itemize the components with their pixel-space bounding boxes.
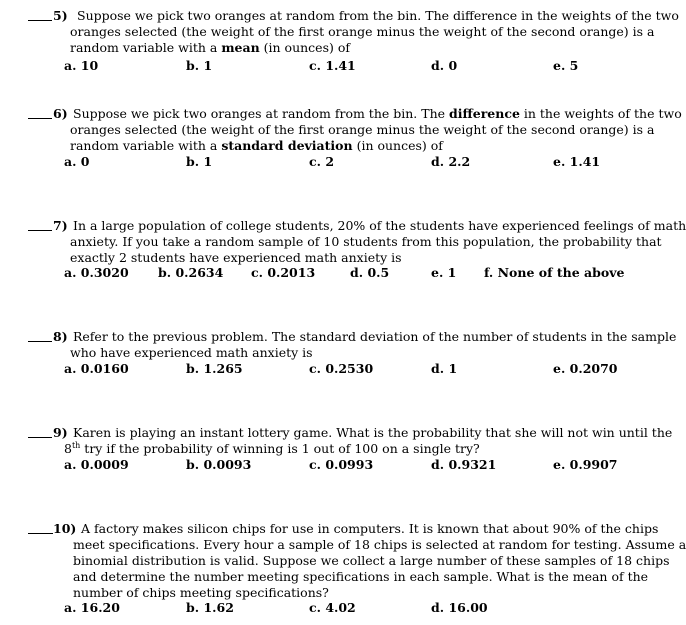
option-b[interactable]: b. 1.62: [186, 600, 234, 615]
option-c[interactable]: c. 0.0993: [309, 457, 374, 472]
answer-blank[interactable]: [28, 533, 53, 534]
option-a[interactable]: a. 0.0009: [64, 457, 129, 472]
question-text-line: exactly 2 students have experienced math anxiety is: [70, 250, 402, 265]
answer-options: [0, 58, 640, 74]
option-d[interactable]: d. 0.5: [350, 265, 390, 280]
question-number: 10): [53, 521, 77, 536]
question-9: [0, 425, 673, 457]
answer-blank[interactable]: [28, 230, 52, 231]
answer-blank[interactable]: [28, 20, 52, 21]
answer-options: [0, 457, 640, 473]
question-text-line: 8th try if the probability of winning is 1 out of 100 on a single try?: [64, 440, 480, 456]
option-b[interactable]: b. 1: [186, 58, 213, 73]
option-c[interactable]: c. 0.2013: [251, 265, 316, 280]
option-a[interactable]: a. 16.20: [64, 600, 120, 615]
question-text-line: who have experienced math anxiety is: [70, 345, 313, 360]
question-text-line: Suppose we pick two oranges at random from the bin. The difference in the weights of the two: [73, 106, 682, 121]
question-text-line: In a large population of college students, 20% of the students have experienced feelings of math: [73, 218, 686, 233]
option-c[interactable]: c. 2: [309, 154, 335, 169]
option-b[interactable]: b. 0.2634: [158, 265, 224, 280]
option-d[interactable]: d. 16.00: [431, 600, 488, 615]
question-8: [0, 329, 677, 361]
option-a[interactable]: a. 0.0160: [64, 361, 129, 376]
option-a[interactable]: a. 0.3020: [64, 265, 129, 280]
option-e[interactable]: e. 0.9907: [553, 457, 618, 472]
answer-options: [0, 361, 640, 377]
option-a[interactable]: a. 10: [64, 58, 99, 73]
emphasis: mean: [221, 40, 260, 55]
option-b[interactable]: b. 0.0093: [186, 457, 252, 472]
option-e[interactable]: e. 1: [431, 265, 457, 280]
answer-options: [0, 600, 640, 616]
emphasis: difference: [449, 106, 520, 121]
question-number: 6): [53, 106, 68, 121]
question-text-line: Karen is playing an instant lottery game. What is the probability that she will not win until the: [73, 425, 673, 440]
answer-blank[interactable]: [28, 437, 52, 438]
question-text-line: oranges selected (the weight of the first orange minus the weight of the second orange) is a: [70, 24, 655, 39]
question-text-line: Suppose we pick two oranges at random from the bin. The difference in the weights of the two: [77, 8, 679, 23]
question-number: 7): [53, 218, 68, 233]
question-number: 5): [53, 8, 68, 23]
option-d[interactable]: d. 1: [431, 361, 458, 376]
answer-options: [0, 154, 640, 170]
question-text-line: A factory makes silicon chips for use in computers. It is known that about 90% of the chips: [81, 521, 659, 536]
option-c[interactable]: c. 0.2530: [309, 361, 374, 376]
emphasis: standard deviation: [221, 138, 353, 153]
question-number: 8): [53, 329, 68, 344]
question-number: 9): [53, 425, 68, 440]
answer-options: [0, 265, 640, 281]
question-text-line: number of chips meeting specifications?: [73, 585, 329, 600]
option-e[interactable]: e. 1.41: [553, 154, 601, 169]
question-text-line: oranges selected (the weight of the first orange minus the weight of the second orange) is a: [70, 122, 655, 137]
question-text-line: meet specifications. Every hour a sample of 18 chips is selected at random for testing. Assume a: [73, 537, 686, 552]
question-10: [0, 521, 686, 601]
option-e[interactable]: e. 0.2070: [553, 361, 618, 376]
option-a[interactable]: a. 0: [64, 154, 90, 169]
option-d[interactable]: d. 0: [431, 58, 458, 73]
answer-blank[interactable]: [28, 341, 52, 342]
option-b[interactable]: b. 1: [186, 154, 213, 169]
question-text-line: random variable with a standard deviation (in ounces) of: [70, 138, 443, 153]
answer-blank[interactable]: [28, 118, 52, 119]
question-text-line: and determine the number meeting specifications in each sample. What is the mean of the: [73, 569, 649, 584]
option-f[interactable]: f. None of the above: [484, 265, 625, 280]
option-d[interactable]: d. 2.2: [431, 154, 471, 169]
question-text-line: random variable with a mean (in ounces) of: [70, 40, 351, 55]
option-c[interactable]: c. 1.41: [309, 58, 356, 73]
question-6: [0, 106, 682, 154]
option-c[interactable]: c. 4.02: [309, 600, 356, 615]
option-b[interactable]: b. 1.265: [186, 361, 243, 376]
question-5: [0, 8, 679, 56]
question-text-line: anxiety. If you take a random sample of 10 students from this population, the probability that: [70, 234, 662, 249]
question-text-line: binomial distribution is valid. Suppose we collect a large number of these samples of 18 chips: [73, 553, 670, 568]
question-text-line: Refer to the previous problem. The standard deviation of the number of students in the sample: [73, 329, 677, 344]
option-e[interactable]: e. 5: [553, 58, 579, 73]
question-7: [0, 218, 686, 266]
option-d[interactable]: d. 0.9321: [431, 457, 497, 472]
